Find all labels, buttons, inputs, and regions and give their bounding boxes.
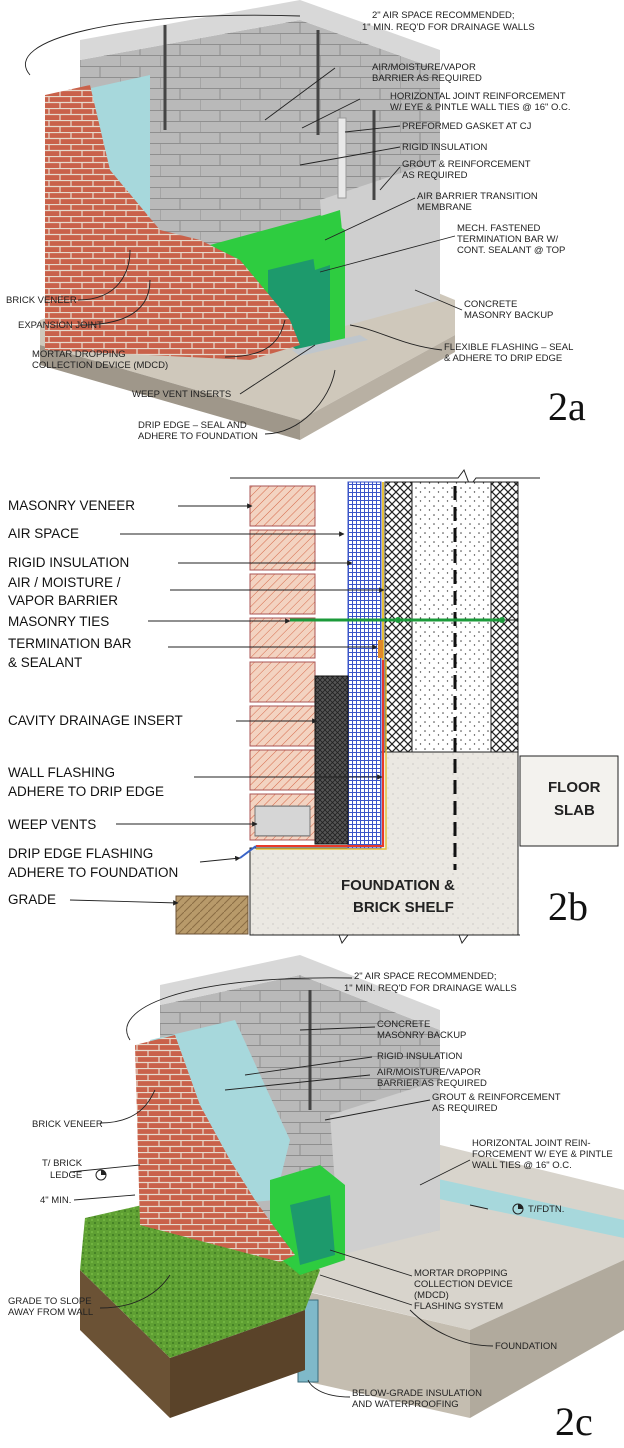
callout-transition-line2: MEMBRANE — [417, 202, 472, 213]
callout-c-ledge-line1: T/ BRICK — [42, 1158, 83, 1169]
callout-brick-veneer: BRICK VENEER — [6, 295, 77, 306]
figure-label-2b: 2b — [548, 884, 588, 929]
callout-gasket: PREFORMED GASKET AT CJ — [402, 121, 532, 132]
callout-c-joint-line2: FORCEMENT W/ EYE & PINTLE — [472, 1149, 613, 1160]
callout-c-air-space-line1: 2" AIR SPACE RECOMMENDED; — [354, 971, 497, 982]
callout-joint-reinf-line2: W/ EYE & PINTLE WALL TIES @ 16" O.C. — [390, 102, 571, 113]
callout-c-joint-line1: HORIZONTAL JOINT REIN- — [472, 1138, 591, 1149]
callout-joint-reinf-line1: HORIZONTAL JOINT REINFORCEMENT — [390, 91, 566, 102]
callout-concrete-line1: CONCRETE — [464, 299, 518, 310]
callout-barrier-line2: BARRIER AS REQUIRED — [372, 73, 482, 84]
callout-expansion-joint: EXPANSION JOINT — [18, 320, 103, 331]
label-grade: GRADE — [8, 892, 57, 907]
callout-c-grade-line1: GRADE TO SLOPE — [8, 1296, 92, 1307]
callout-c-ledge-line2: LEDGE — [50, 1170, 83, 1181]
figure-label-2c: 2c — [555, 1399, 593, 1444]
callout-c-grout-line1: GROUT & REINFORCEMENT — [432, 1092, 561, 1103]
callout-c-mdcd-line3: (MDCD) — [414, 1290, 449, 1301]
callout-c-foundation: FOUNDATION — [495, 1341, 558, 1352]
weep-vent-section — [255, 806, 310, 836]
callout-c-air-space-line2: 1" MIN. REQ'D FOR DRAINAGE WALLS — [344, 983, 517, 994]
label-barrier-line1: AIR / MOISTURE / — [8, 575, 121, 590]
callout-drip-line2: ADHERE TO FOUNDATION — [138, 431, 258, 442]
callout-c-below-grade-line1: BELOW-GRADE INSULATION — [352, 1388, 483, 1399]
callout-termination-line3: CONT. SEALANT @ TOP — [457, 245, 566, 256]
callout-mdcd-line2: COLLECTION DEVICE (MDCD) — [32, 360, 169, 371]
callout-air-space-line1: 2" AIR SPACE RECOMMENDED; — [372, 10, 515, 21]
callout-c-concrete-line2: MASONRY BACKUP — [377, 1030, 467, 1041]
grade-section — [176, 896, 248, 934]
callout-flexible-line1: FLEXIBLE FLASHING – SEAL — [444, 342, 574, 353]
callout-grout-line2: AS REQUIRED — [402, 170, 468, 181]
label-cavity-insert: CAVITY DRAINAGE INSERT — [8, 713, 183, 728]
label-drip-line2: ADHERE TO FOUNDATION — [8, 865, 179, 880]
foundation-label-line2: BRICK SHELF — [353, 899, 454, 916]
label-air-space: AIR SPACE — [8, 526, 80, 541]
figure-2a — [6, 0, 586, 442]
callout-c-mdcd-line1: MORTAR DROPPING — [414, 1268, 508, 1279]
foundation-label-line1: FOUNDATION & — [341, 877, 455, 894]
callout-c-below-grade-line2: AND WATERPROOFING — [352, 1399, 459, 1410]
callout-flexible-line2: & ADHERE TO DRIP EDGE — [444, 353, 563, 364]
callout-transition-line1: AIR BARRIER TRANSITION — [417, 191, 538, 202]
label-weep-vents: WEEP VENTS — [8, 817, 97, 832]
label-drip-line1: DRIP EDGE FLASHING — [8, 846, 154, 861]
label-barrier-line2: VAPOR BARRIER — [8, 593, 119, 608]
callout-air-space-line2: 1" MIN. REQ'D FOR DRAINAGE WALLS — [362, 22, 535, 33]
callout-rigid-insulation: RIGID INSULATION — [402, 142, 488, 153]
label-termination-line2: & SEALANT — [8, 655, 83, 670]
label-flashing-line2: ADHERE TO DRIP EDGE — [8, 784, 165, 799]
floor-slab-label-line1: FLOOR — [548, 779, 601, 796]
callout-mdcd-line1: MORTAR DROPPING — [32, 349, 126, 360]
figure-label-2a: 2a — [548, 384, 586, 429]
callout-c-rigid: RIGID INSULATION — [377, 1051, 463, 1062]
callout-barrier-line1: AIR/MOISTURE/VAPOR — [372, 62, 476, 73]
label-rigid-insulation: RIGID INSULATION — [8, 555, 130, 570]
callout-concrete-line2: MASONRY BACKUP — [464, 310, 554, 321]
callout-grout-line1: GROUT & REINFORCEMENT — [402, 159, 531, 170]
callout-weep-vents: WEEP VENT INSERTS — [132, 389, 232, 400]
rigid-insulation-section — [348, 482, 381, 848]
callout-c-min: 4" MIN. — [40, 1195, 72, 1206]
callout-c-brick: BRICK VENEER — [32, 1119, 103, 1130]
callout-c-fdtn: T/FDTN. — [528, 1204, 565, 1215]
cavity-drainage-insert — [315, 676, 348, 844]
masonry-veneer-section — [250, 486, 315, 840]
termination-bar — [378, 640, 383, 658]
callout-c-barrier-line1: AIR/MOISTURE/VAPOR — [377, 1067, 481, 1078]
callout-c-grout-line2: AS REQUIRED — [432, 1103, 498, 1114]
label-masonry-veneer: MASONRY VENEER — [8, 498, 136, 513]
floor-slab — [520, 756, 618, 846]
figure-2b — [8, 470, 618, 943]
callout-c-barrier-line2: BARRIER AS REQUIRED — [377, 1078, 487, 1089]
callout-c-flashing: FLASHING SYSTEM — [414, 1301, 504, 1312]
label-masonry-ties: MASONRY TIES — [8, 614, 110, 629]
callout-drip-line1: DRIP EDGE – SEAL AND — [138, 420, 247, 431]
callout-c-concrete-line1: CONCRETE — [377, 1019, 431, 1030]
callout-c-mdcd-line2: COLLECTION DEVICE — [414, 1279, 513, 1290]
figure-2c — [8, 955, 624, 1444]
callout-c-joint-line3: WALL TIES @ 16" O.C. — [472, 1160, 572, 1171]
label-termination-line1: TERMINATION BAR — [8, 636, 132, 651]
figure-2b-labels — [8, 498, 183, 907]
callout-c-grade-line2: AWAY FROM WALL — [8, 1307, 94, 1318]
callout-termination-line1: MECH. FASTENED — [457, 223, 541, 234]
callout-termination-line2: TERMINATION BAR W/ — [457, 234, 559, 245]
label-flashing-line1: WALL FLASHING — [8, 765, 116, 780]
floor-slab-label-line2: SLAB — [554, 802, 595, 819]
